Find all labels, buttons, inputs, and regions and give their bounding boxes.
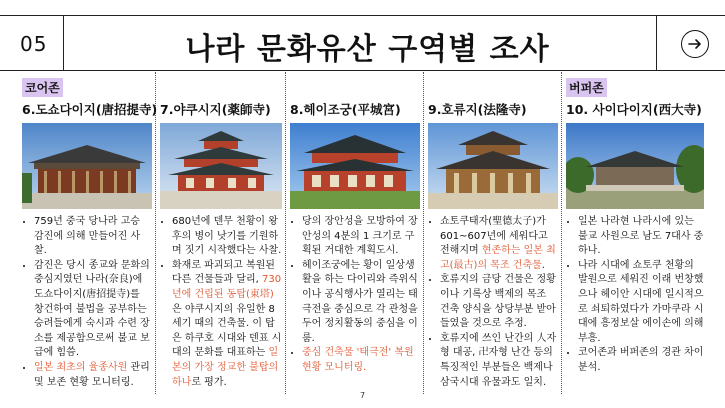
list-item: • 일본 최초의 율종사원 관리 및 보존 현황 모니터링.: [34, 361, 152, 390]
highlight-text: 일본의 가장 정교한 불탑의 하나: [172, 347, 279, 388]
list-item: • 759년 중국 당나라 고승 감진에 의해 만들어진 사찰.: [34, 215, 152, 259]
heijokyo-photo: [290, 123, 420, 209]
list-item: • 쇼토쿠태자(聖德太子)가 601~607년에 세워다고 전해지며 현존하는 일본 최고(最古)의 목조 건축물.: [440, 215, 558, 273]
column-toshodaiji: [22, 70, 158, 388]
zone-label-core: 코어존: [22, 78, 63, 97]
column-horyuji: [428, 70, 558, 388]
list-item: [302, 346, 420, 375]
list-item: • 호류지의 금당 건물은 정황이나 기록상 백제의 목조 건축 양식을 상당부분 받아들였을 것으로 추정.: [440, 273, 558, 331]
page-number: 7: [359, 391, 366, 400]
highlight-text: 중심 건축물 '태극전' 복원 현황 모니터링.: [302, 347, 414, 373]
page-title: 나라 문화유산 구역별 조사: [185, 32, 550, 67]
column-heading: 9.호류지(法隆寺): [428, 102, 527, 117]
list-item: • 코어존과 버퍼존의 경관 차이 분석.: [578, 346, 704, 375]
list-item: • 나라 시대에 쇼토쿠 천황의 발원으로 세워진 이래 번창했으나 헤이안 시대에 일시적으로 쇠퇴하였다가 가마쿠라 시대에 흥정보살 에이손에 의해 부흥.: [578, 259, 704, 347]
column-heijokyo: [290, 70, 420, 388]
bullet-list: [566, 215, 704, 376]
zone-label-buffer: 버퍼존: [566, 78, 607, 97]
highlight-text: 현존하는 일본 최고(最古)의 목조 건축물: [440, 245, 556, 271]
column-heading: 6.도쇼다이지(唐招提寺): [22, 102, 158, 117]
list-item: • 화재로 파괴되고 복원된 다른 건물들과 달리, 730년에 건립된 동탑(東塔)은 야쿠시지의 유일한 8세기 때의 건축물. 이 탑은 하쿠호 시대와 덴표 시대의 문화를 대표하는 일본의 가장 정교한 불탑의 하나로 평가.: [172, 259, 282, 390]
list-item: • 헤이조궁에는 황이 일상생활을 하는 다이리와 즉위식이나 공식행사가 열리는 태극전을 중심으로 각 관청을 두어 정치활동의 중심을 이룸.: [302, 259, 420, 347]
column-heading: 10. 사이다이지(西大寺): [566, 102, 702, 117]
bullet-list: [428, 215, 558, 390]
next-arrow-button[interactable]: [681, 30, 709, 58]
list-item: • 당의 장안성을 모방하여 장안성의 4분의 1 크기로 구획된 거대한 계획도시.: [302, 215, 420, 259]
header-divider-left: [63, 15, 64, 71]
column-divider: [561, 72, 562, 394]
arrow-right-icon: [687, 36, 703, 52]
list-item: • 감진은 당시 종교와 문화의 중심지였던 나라(奈良)에 도쇼다이지(唐招提寺)를 창건하여 불법을 공부하는 승려들에게 숙시과 수련 장소를 제공함으로써 불교 보급에 힘씀.: [34, 259, 152, 361]
highlight-text: 일본 최초의 율종사원: [34, 361, 128, 373]
list-item: • 호류지에 쓰인 난간의 人자형 대공, 卍자형 난간 등의 특징적인 부분들은 백제나 삼국시대 유물과도 일치.: [440, 332, 558, 390]
horyuji-photo: [428, 123, 558, 209]
column-heading: 7.야쿠시지(薬師寺): [160, 102, 271, 117]
list-item: • 일본 나라현 나라시에 있는 불교 사원으로 남도 7대사 중 하나.: [578, 215, 704, 259]
header-top-rule: [0, 15, 725, 16]
toshodaiji-photo: [22, 123, 152, 209]
column-divider: [155, 72, 156, 394]
yakushiji-photo: [160, 123, 282, 209]
column-saidaiji: [566, 70, 704, 388]
saidaiji-photo: [566, 123, 704, 209]
bullet-list: [160, 215, 282, 390]
highlight-text: 730년에 건립된 동탑(東塔): [172, 274, 282, 300]
column-divider: [423, 72, 424, 394]
bullet-list: [22, 215, 152, 390]
column-yakushiji: [160, 70, 282, 388]
bullet-list: [290, 215, 420, 376]
column-divider: [285, 72, 286, 394]
list-item: • 680년에 덴무 천황이 왕후의 병이 낫기를 기원하며 짓기 시작했다는 사찰.: [172, 215, 282, 259]
column-heading: 8.헤이조궁(平城宮): [290, 102, 401, 117]
section-number: 05: [20, 32, 48, 56]
